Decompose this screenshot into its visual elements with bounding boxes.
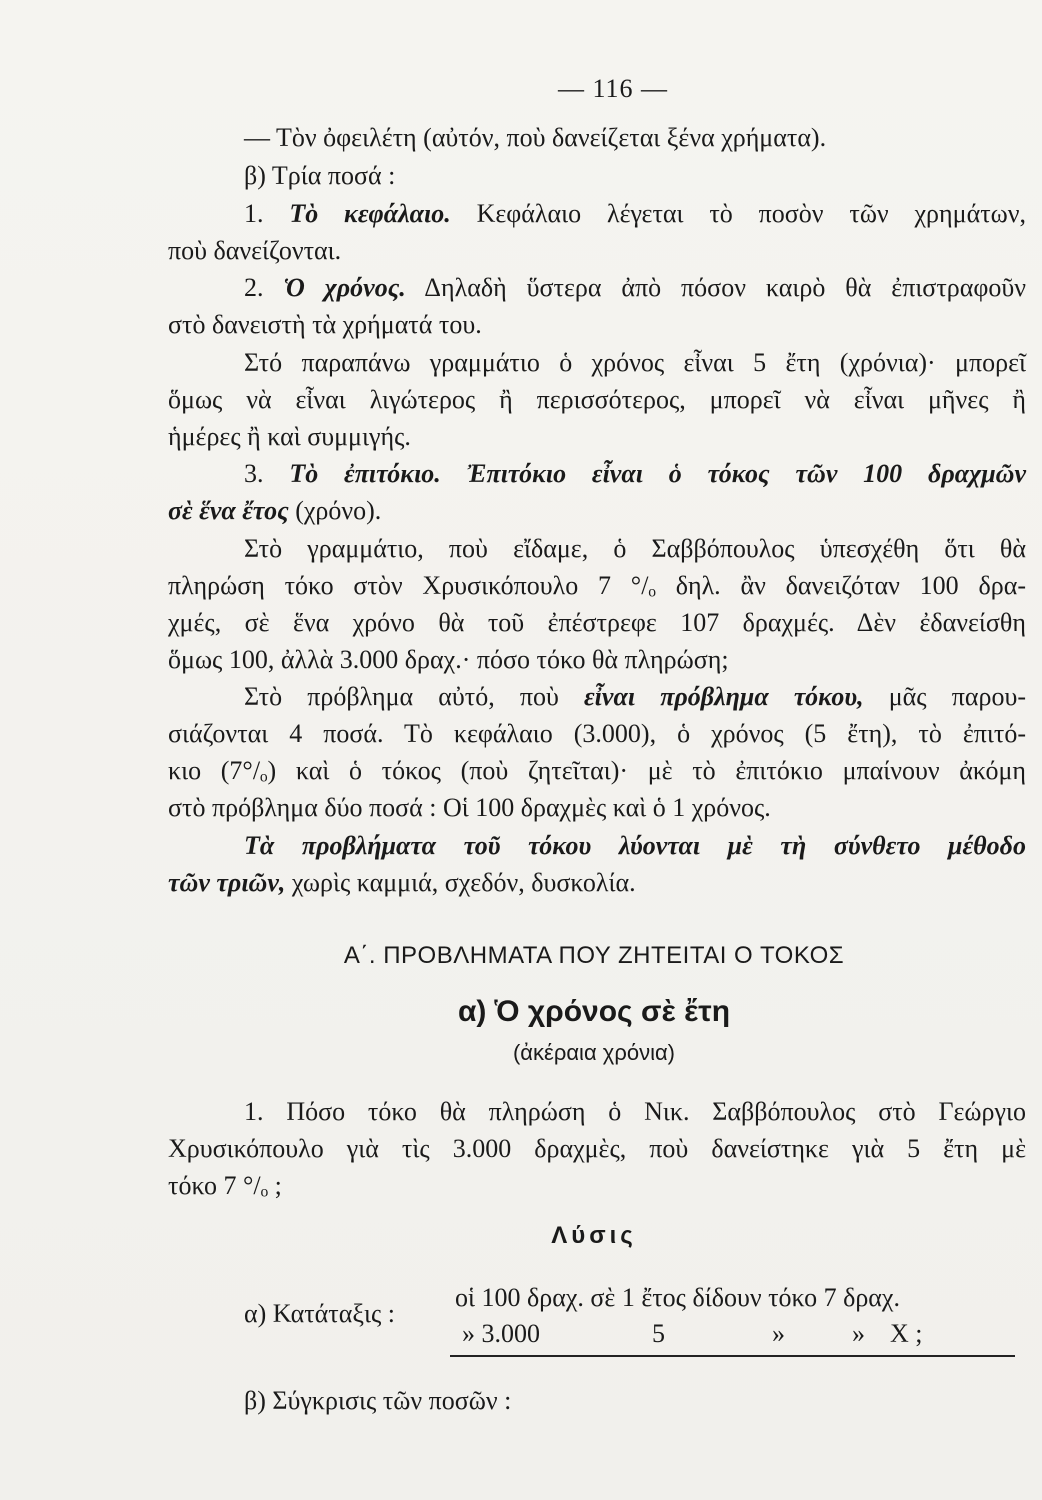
text-line: κιο (7°/ₒ) καὶ ὁ τόκος (ποὺ ζητεῖται)· μὲ τὸ ἐπιτόκιο μπαίνουν ἀκόμη — [168, 756, 1026, 785]
text-line: — Τὸν ὀφειλέτη (αὐτόν, ποὺ δανείζεται ξένα χρήματα). — [244, 123, 827, 152]
problem-line: 1. Πόσο τόκο θὰ πληρώση ὁ Νικ. Σαββόπουλος στὸ Γεώργιο — [244, 1097, 1026, 1126]
text-line — [168, 865, 636, 900]
definition-text: Κεφάλαιο λέγεται τὸ ποσὸν τῶν χρημάτων, — [450, 199, 1027, 228]
text-line: β) Τρία ποσά : — [244, 161, 396, 190]
arrangement-row-2-unknown: Χ ; — [890, 1319, 923, 1348]
text-line: ὅμως νὰ εἶναι λιγώτερος ἢ περισσότερος, μπορεῖ νὰ εἶναι μῆνες ἢ — [168, 385, 1026, 414]
text-line: ποὺ δανείζονται. — [168, 236, 342, 265]
text-fragment: χωρὶς καμμιά, σχεδόν, δυσκολία. — [285, 868, 636, 897]
text-line: ὅμως 100, ἀλλὰ 3.000 δραχ.· πόσο τόκο θὰ πληρώση; — [168, 645, 729, 674]
list-number: 3. — [244, 459, 290, 488]
list-number: 1. — [244, 199, 290, 228]
text-fragment: Στὸ πρόβλημα αὐτό, ποὺ — [244, 682, 585, 711]
term-interest-rate: Τὸ ἐπιτόκιο. Ἐπιτόκιο εἶναι ὁ τόκος τῶν 100 δραχμῶν — [289, 459, 1026, 488]
text-line: στὸ πρόβλημα δύο ποσά : Οἱ 100 δραχμὲς καὶ ὁ 1 χρόνος. — [168, 793, 771, 822]
page-number: — 116 — — [557, 74, 669, 103]
term-interest-problem: εἶναι πρόβλημα τόκου, — [584, 682, 864, 711]
solution-title: Λύσις — [551, 1222, 637, 1249]
text-line — [244, 196, 1026, 231]
rule-statement: Τὰ προβλήματα τοῦ τόκου λύονται μὲ τὴ σύνθετο μέθοδο — [244, 831, 1026, 860]
term-capital: Τὸ κεφάλαιο. — [289, 199, 451, 228]
arrangement-row-1: οἱ 100 δραχ. σὲ 1 ἔτος δίδουν τόκο 7 δραχ. — [455, 1283, 900, 1312]
arrangement-label: α) Κατάταξις : — [244, 1299, 395, 1328]
arrangement-row-2-ditto: » — [852, 1319, 865, 1348]
text-line: στὸ δανειστὴ τὰ χρήματά του. — [168, 310, 482, 339]
problem-line: τόκο 7 °/ₒ ; — [168, 1171, 282, 1200]
term-time: Ὁ χρόνος. — [283, 273, 406, 302]
text-fragment: μᾶς παρου- — [863, 682, 1026, 711]
section-heading: Α΄. ΠΡΟΒΛΗΜΑΤΑ ΠΟΥ ΖΗΤΕΙΤΑΙ Ο ΤΟΚΟΣ — [343, 942, 845, 969]
text-line: ἡμέρες ἢ καὶ συμμιγής. — [168, 422, 411, 451]
definition-text: Δηλαδὴ ὕστερα ἀπὸ πόσον καιρὸ θὰ ἐπιστραφοῦν — [405, 273, 1027, 302]
arrangement-row-2-ditto: » — [772, 1319, 785, 1348]
arrangement-row-2-years: 5 — [652, 1319, 665, 1348]
text-line: Στὸ γραμμάτιο, ποὺ εἴδαμε, ὁ Σαββόπουλος ὑπεσχέθη ὅτι θὰ — [244, 534, 1026, 563]
text-line: σιάζονται 4 ποσά. Τὸ κεφάλαιο (3.000), ὁ χρόνος (5 ἔτη), τὸ ἐπιτό- — [168, 719, 1026, 748]
rule-statement-end: τῶν τριῶν, — [168, 868, 286, 897]
arrangement-rule — [450, 1355, 1015, 1357]
text-fragment: (χρόνο). — [288, 496, 382, 525]
text-line: Στό παραπάνω γραμμάτιο ὁ χρόνος εἶναι 5 ἔτη (χρόνια)· μπορεῖ — [244, 348, 1026, 377]
text-line — [244, 456, 1026, 491]
text-line — [244, 679, 1026, 714]
problem-line: Χρυσικόπουλο γιὰ τὶς 3.000 δραχμὲς, ποὺ δανείστηκε γιὰ 5 ἔτη μὲ — [168, 1134, 1026, 1163]
arrangement-row-2-amount: » 3.000 — [462, 1319, 540, 1348]
text-line: χμές, σὲ ἕνα χρόνο θὰ τοῦ ἐπέστρεφε 107 δραχμές. Δὲν ἐδανείσθη — [168, 608, 1026, 637]
comparison-label: β) Σύγκρισις τῶν ποσῶν : — [244, 1386, 512, 1415]
term-emphasis: σὲ ἕνα ἔτος — [168, 496, 289, 525]
list-number: 2. — [244, 273, 284, 302]
section-note: (ἀκέραια χρόνια) — [512, 1040, 676, 1065]
text-line — [244, 270, 1026, 305]
section-subheading: α) Ὁ χρόνος σὲ ἔτη — [457, 995, 731, 1028]
text-line: πληρώση τόκο στὸν Χρυσικόπουλο 7 °/ₒ δηλ. ἂν δανειζόταν 100 δρα- — [168, 571, 1026, 600]
text-line — [168, 493, 381, 528]
